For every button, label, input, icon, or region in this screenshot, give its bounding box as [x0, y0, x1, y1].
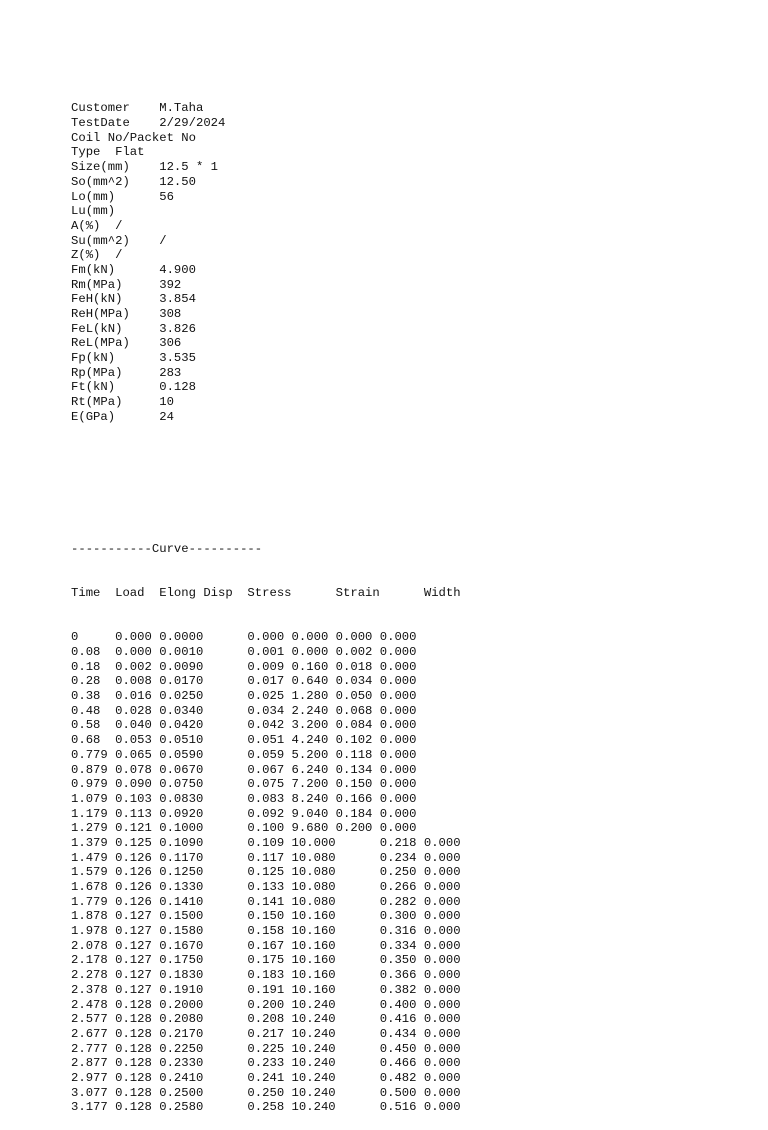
- curve-row: 2.677 0.128 0.2170 0.217 10.240 0.434 0.000: [71, 1026, 461, 1041]
- curve-row: 0.38 0.016 0.0250 0.025 1.280 0.050 0.000: [71, 689, 417, 704]
- summary-line: ReL(MPa) 306: [71, 336, 182, 351]
- summary-line: FeL(kN) 3.826: [71, 321, 196, 336]
- summary-line: Fp(kN) 3.535: [71, 351, 196, 366]
- summary-line: Ft(kN) 0.128: [71, 380, 196, 395]
- summary-line: Z(%) /: [71, 248, 123, 263]
- curve-row: 1.279 0.121 0.1000 0.100 9.680 0.200 0.000: [71, 821, 417, 836]
- summary-line: Rt(MPa) 10: [71, 395, 174, 410]
- curve-row: 1.479 0.126 0.1170 0.117 10.080 0.234 0.000: [71, 850, 461, 865]
- summary-line: Size(mm) 12.5 * 1: [71, 160, 219, 175]
- blank-line: [71, 454, 461, 469]
- curve-row: 2.178 0.127 0.1750 0.175 10.160 0.350 0.000: [71, 953, 461, 968]
- curve-table: [71, 630, 461, 1115]
- curve-title: -----------Curve----------: [71, 542, 263, 557]
- blank-line: [71, 498, 461, 513]
- curve-row: 3.177 0.128 0.2580 0.258 10.240 0.516 0.000: [71, 1100, 461, 1115]
- curve-row: 0.979 0.090 0.0750 0.075 7.200 0.150 0.000: [71, 777, 417, 792]
- curve-row: 0.08 0.000 0.0010 0.001 0.000 0.002 0.000: [71, 645, 417, 659]
- curve-row: 2.378 0.127 0.1910 0.191 10.160 0.382 0.000: [71, 982, 461, 997]
- curve-row: 2.078 0.127 0.1670 0.167 10.160 0.334 0.000: [71, 938, 461, 953]
- curve-row: 2.478 0.128 0.2000 0.200 10.240 0.400 0.000: [71, 997, 461, 1012]
- summary-line: Rp(MPa) 283: [71, 365, 182, 380]
- curve-row: 0.779 0.065 0.0590 0.059 5.200 0.118 0.000: [71, 747, 417, 762]
- test-report-text: [71, 72, 461, 1130]
- curve-row: 0.58 0.040 0.0420 0.042 3.200 0.084 0.000: [71, 718, 417, 733]
- curve-row: 3.077 0.128 0.2500 0.250 10.240 0.500 0.000: [71, 1085, 461, 1100]
- curve-row: 1.179 0.113 0.0920 0.092 9.040 0.184 0.000: [71, 806, 417, 821]
- summary-line: So(mm^2) 12.50: [71, 174, 196, 189]
- curve-row: 0.28 0.008 0.0170 0.017 0.640 0.034 0.000: [71, 674, 417, 689]
- curve-row: 1.579 0.126 0.1250 0.125 10.080 0.250 0.000: [71, 865, 461, 880]
- summary-line: ReH(MPa) 308: [71, 307, 182, 322]
- summary-line: TestDate 2/29/2024: [71, 116, 226, 131]
- curve-row: 1.079 0.103 0.0830 0.083 8.240 0.166 0.000: [71, 791, 417, 806]
- curve-row: 1.779 0.126 0.1410 0.141 10.080 0.282 0.000: [71, 894, 461, 909]
- summary-line: Coil No/Packet No: [71, 130, 196, 145]
- curve-row: 2.877 0.128 0.2330 0.233 10.240 0.466 0.000: [71, 1056, 461, 1071]
- curve-row: 2.278 0.127 0.1830 0.183 10.160 0.366 0.000: [71, 968, 461, 983]
- curve-row: 2.777 0.128 0.2250 0.225 10.240 0.450 0.000: [71, 1041, 461, 1056]
- summary-line: FeH(kN) 3.854: [71, 292, 196, 307]
- curve-row: 0.18 0.002 0.0090 0.009 0.160 0.018 0.000: [71, 659, 417, 674]
- summary-line: A(%) /: [71, 218, 123, 233]
- curve-row: 1.878 0.127 0.1500 0.150 10.160 0.300 0.000: [71, 909, 461, 924]
- summary-line: Lu(mm): [71, 204, 116, 219]
- summary-line: Type Flat: [71, 145, 145, 160]
- curve-row: 0.879 0.078 0.0670 0.067 6.240 0.134 0.000: [71, 762, 417, 777]
- curve-row: 0.48 0.028 0.0340 0.034 2.240 0.068 0.000: [71, 703, 417, 718]
- summary-line: Lo(mm) 56: [71, 189, 174, 204]
- curve-column-header: Time Load Elong Disp Stress Strain Width: [71, 586, 461, 601]
- curve-row: 2.977 0.128 0.2410 0.241 10.240 0.482 0.000: [71, 1070, 461, 1085]
- curve-row: 1.379 0.125 0.1090 0.109 10.000 0.218 0.000: [71, 835, 461, 850]
- curve-row: 2.577 0.128 0.2080 0.208 10.240 0.416 0.000: [71, 1012, 461, 1027]
- curve-row: 0.68 0.053 0.0510 0.051 4.240 0.102 0.000: [71, 733, 417, 748]
- summary-line: Su(mm^2) /: [71, 233, 167, 248]
- summary-line: Rm(MPa) 392: [71, 277, 182, 292]
- curve-row: 1.978 0.127 0.1580 0.158 10.160 0.316 0.000: [71, 924, 461, 939]
- summary-line: Fm(kN) 4.900: [71, 262, 196, 277]
- summary-line: Customer M.Taha: [71, 101, 204, 116]
- curve-row: 1.678 0.126 0.1330 0.133 10.080 0.266 0.000: [71, 880, 461, 894]
- curve-row: 0 0.000 0.0000 0.000 0.000 0.000 0.000: [71, 630, 417, 645]
- test-summary: [71, 101, 461, 424]
- summary-line: E(GPa) 24: [71, 409, 174, 424]
